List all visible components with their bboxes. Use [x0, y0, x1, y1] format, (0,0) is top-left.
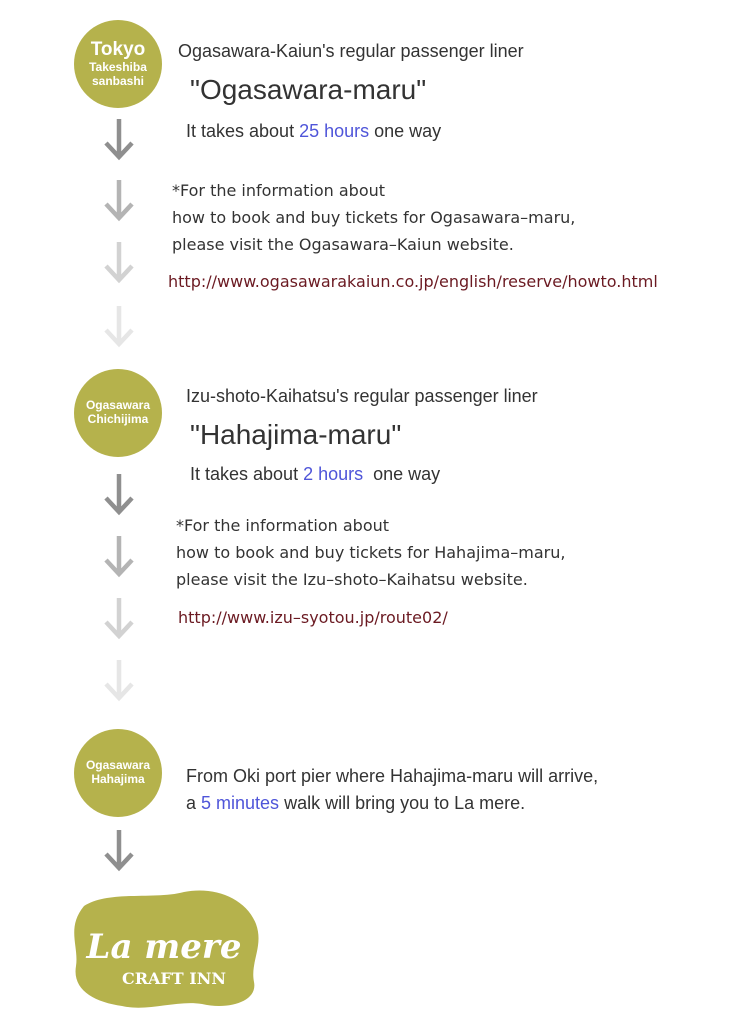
arrow-down-icon [103, 472, 135, 516]
duration-highlight: 25 hours [299, 121, 370, 141]
stop-subtitle: Chichijima [87, 412, 149, 426]
arrow-down-icon [103, 178, 135, 222]
stop-title: Ogasawara [85, 758, 151, 773]
travel-duration: It takes about 2 hours one way [190, 464, 441, 484]
arrow-down-icon [103, 596, 135, 640]
ship-name: "Ogasawara-maru" [190, 74, 427, 105]
ship-name: "Hahajima-maru" [190, 419, 402, 450]
logo-name: La mere [86, 927, 242, 967]
stop-chichijima [74, 369, 162, 457]
stop-subtitle: sanbashi [91, 73, 145, 88]
stop-subtitle: Takeshiba [89, 60, 147, 75]
walk-directions: From Oki port pier where Hahajima-maru will arrive, a 5 minutes walk will bring you to La mere. [186, 766, 599, 813]
arrow-down-icon [103, 240, 135, 284]
walk-highlight: 5 minutes [201, 793, 280, 813]
arrow-down-icon [103, 828, 135, 872]
travel-duration: It takes about 25 hours one way [186, 121, 442, 141]
arrow-down-icon [103, 658, 135, 702]
stop-tokyo-takeshiba [74, 20, 162, 108]
route-lead: Izu-shoto-Kaihatsu's regular passenger liner [186, 386, 538, 406]
stop-title: Ogasawara [85, 398, 151, 413]
route-lead: Ogasawara-Kaiun's regular passenger liner [178, 41, 524, 61]
duration-highlight: 2 hours [303, 464, 364, 484]
booking-link[interactable]: http://www.izu–syotou.jp/route02/ [178, 608, 448, 627]
stop-title: Tokyo [90, 39, 146, 61]
arrow-down-icon [103, 534, 135, 578]
booking-note: *For the information about how to book and buy tickets for Hahajima–maru, please visit the Izu–shoto–Kaihatsu website. [176, 516, 566, 589]
logo-subtitle: CRAFT INN [121, 969, 227, 988]
booking-link[interactable]: http://www.ogasawarakaiun.co.jp/english/reserve/howto.html [168, 272, 658, 291]
stop-subtitle: Hahajima [91, 772, 145, 786]
la-mere-logo [64, 884, 264, 1014]
booking-note: *For the information about how to book and buy tickets for Ogasawara–maru, please visit the Ogasawara–Kaiun website. [172, 181, 576, 254]
stop-hahajima [74, 729, 162, 817]
arrow-down-icon [103, 304, 135, 348]
arrow-down-icon [103, 117, 135, 161]
